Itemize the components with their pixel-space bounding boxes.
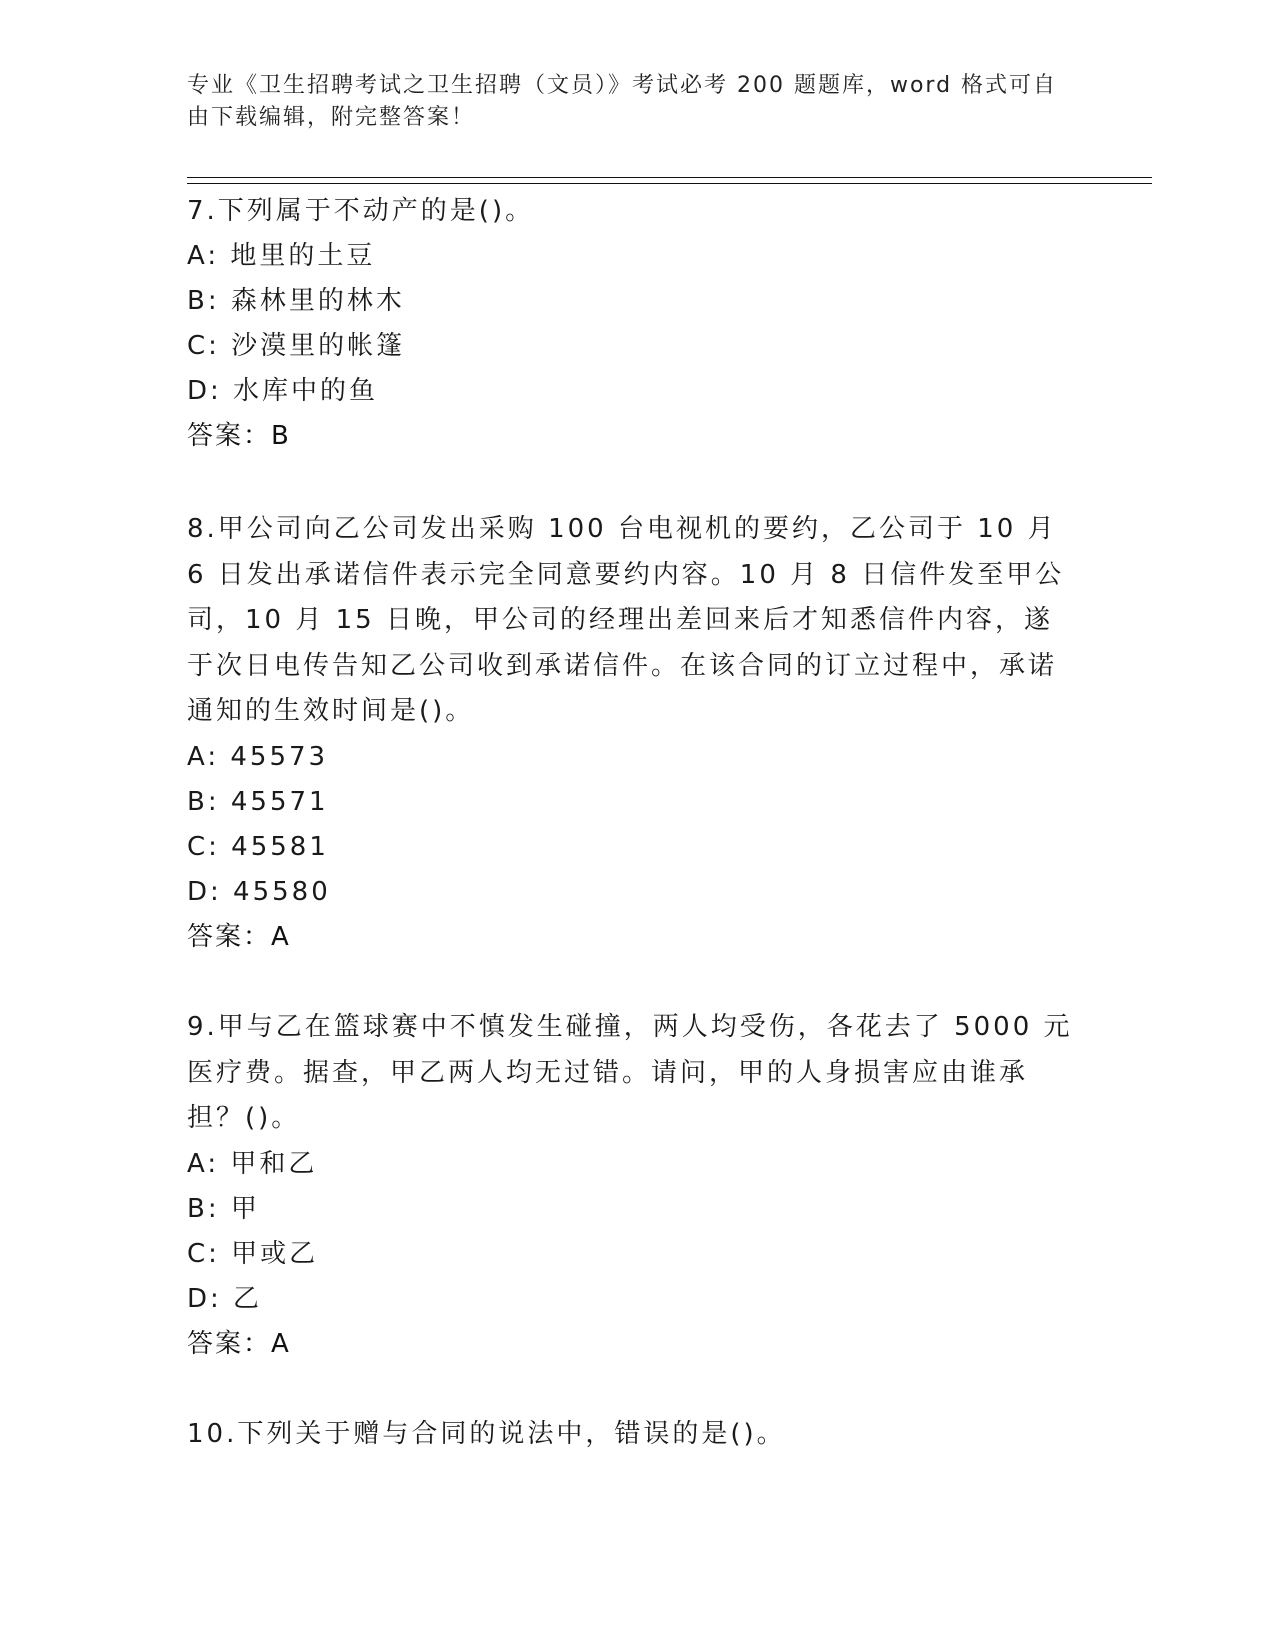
option-a: A: 地里的土豆 xyxy=(187,241,376,271)
option-d: D: 45580 xyxy=(187,876,331,907)
question-8 xyxy=(187,507,1077,960)
option-c: C: 45581 xyxy=(187,831,329,862)
question-stem: 9.甲与乙在篮球赛中不慎发生碰撞，两人均受伤，各花去了 5000 元医疗费。据查，甲乙两人均无过错。请问，甲的人身损害应由谁承担？()。 xyxy=(187,1012,1073,1134)
question-9 xyxy=(187,1005,1077,1367)
option-d: D: 水库中的鱼 xyxy=(187,376,379,406)
option-c: C: 甲或乙 xyxy=(187,1238,319,1269)
answer-label: 答案：A xyxy=(187,921,291,952)
option-d: D: 乙 xyxy=(187,1283,263,1314)
question-stem: 10.下列关于赠与合同的说法中，错误的是()。 xyxy=(187,1419,786,1449)
answer-label: 答案：A xyxy=(187,1328,291,1359)
option-b: B: 甲 xyxy=(187,1193,260,1224)
header-divider-bottom xyxy=(187,183,1152,184)
question-7 xyxy=(187,189,1077,459)
question-stem: 8.甲公司向乙公司发出采购 100 台电视机的要约，乙公司于 10 月 6 日发出承诺信件表示完全同意要约内容。10 月 8 日信件发至甲公司，10 月 15 日晚，甲公司的经理出差回来后才知悉信件内容，遂于次日电传告知乙公司收到承诺信件。在该合同的订立过程中，承诺通知的生效时间是()。 xyxy=(187,514,1065,727)
option-b: B: 森林里的林木 xyxy=(187,286,405,316)
answer-label: 答案：B xyxy=(187,421,291,451)
question-stem: 7.下列属于不动产的是()。 xyxy=(187,196,535,226)
option-a: A: 45573 xyxy=(187,741,329,772)
option-c: C: 沙漠里的帐篷 xyxy=(187,331,406,361)
document-header: 专业《卫生招聘考试之卫生招聘（文员）》考试必考 200 题题库，word 格式可自由下载编辑，附完整答案！ xyxy=(187,73,1058,130)
option-b: B: 45571 xyxy=(187,786,329,817)
question-10 xyxy=(187,1412,1077,1457)
option-a: A: 甲和乙 xyxy=(187,1148,318,1179)
header-divider-top xyxy=(187,177,1152,178)
